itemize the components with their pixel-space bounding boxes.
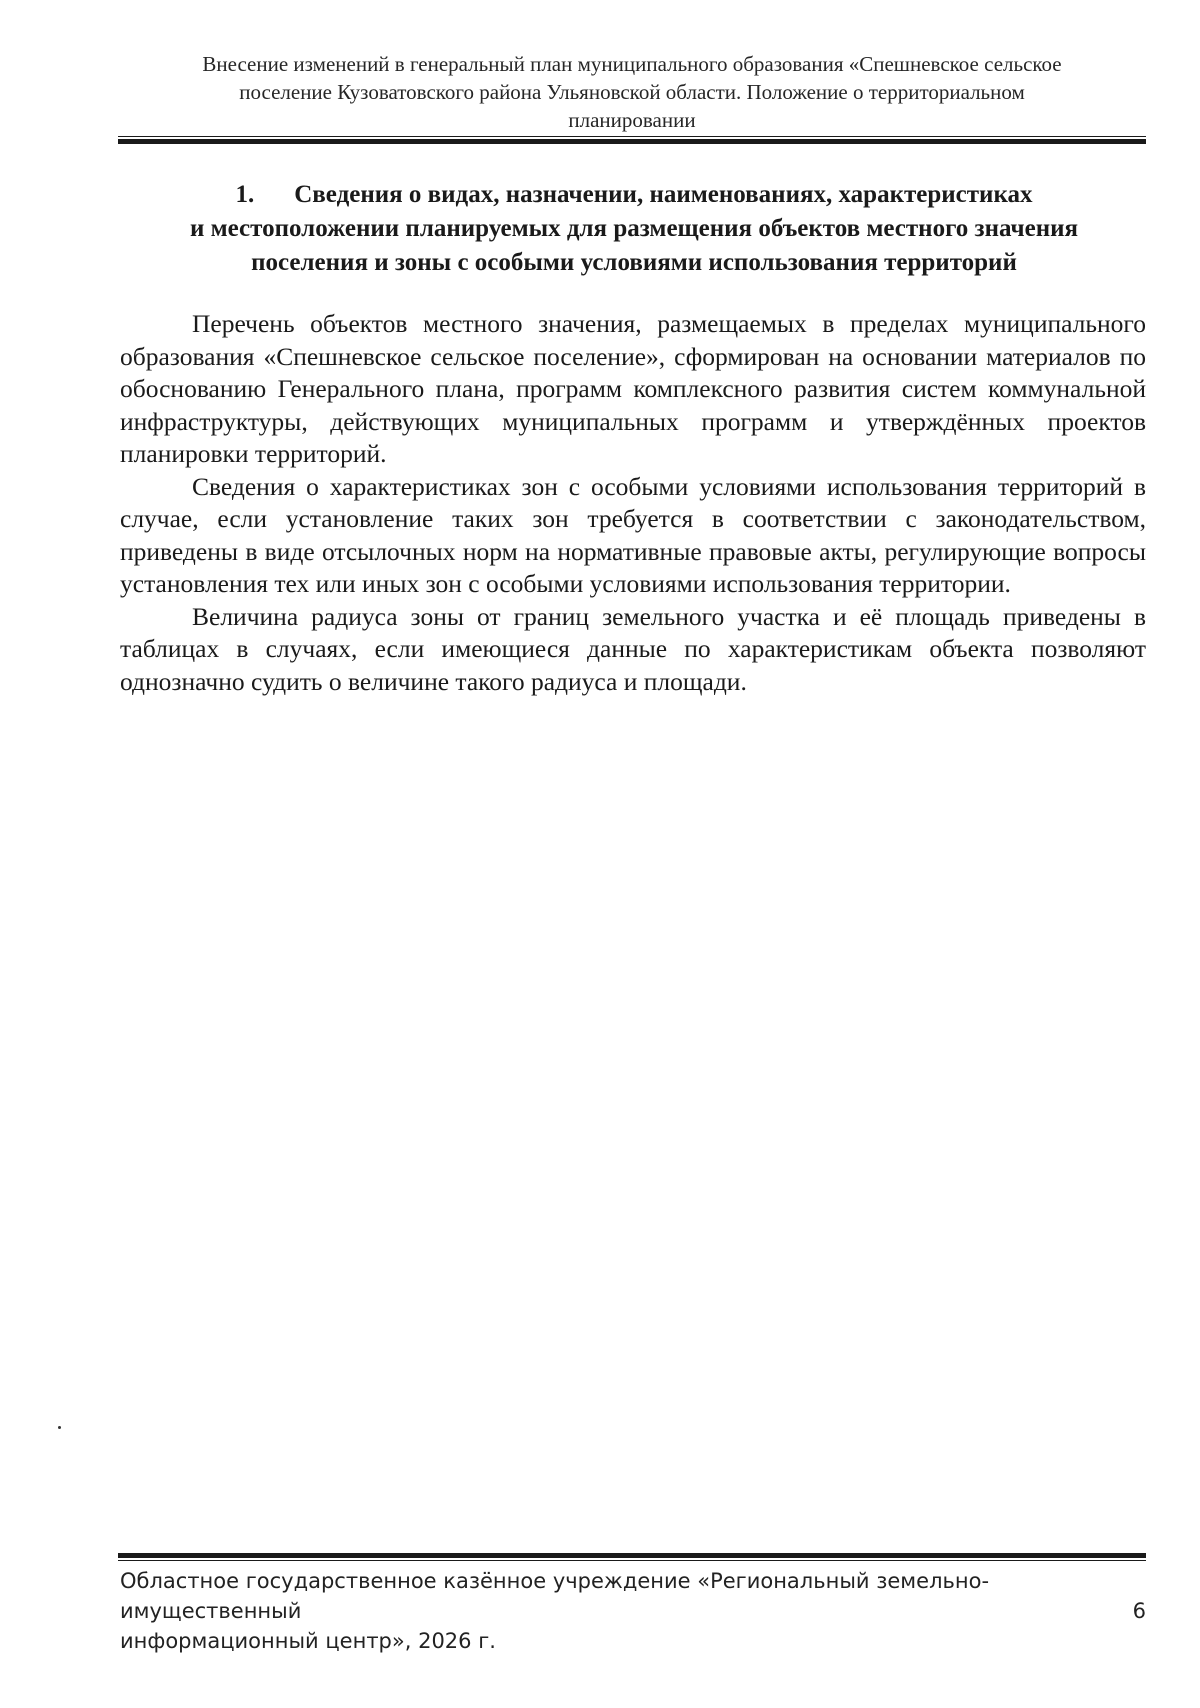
paragraph-zones-info: Сведения о характеристиках зон с особыми условиями использования территорий в случае, если установление таких зон требуется в соответствии с законодательством, приведены в виде отсылочных норм на нормативные правовые акты, регулирующие вопросы установления тех или иных зон с особыми условиями использования территории. bbox=[120, 471, 1146, 598]
scan-speck bbox=[58, 1426, 61, 1429]
header-divider bbox=[118, 136, 1146, 144]
section-title-line-1: Сведения о видах, назначении, наименованиях, характеристиках bbox=[294, 181, 1033, 208]
section-heading bbox=[122, 178, 1146, 280]
footer-line-2: информационный центр», 2026 г. bbox=[120, 1629, 496, 1653]
section-title-line-2: и местоположении планируемых для размещения объектов местного значения bbox=[189, 215, 1079, 242]
running-header bbox=[118, 50, 1146, 134]
body-text bbox=[120, 308, 1146, 698]
page-number: 6 bbox=[1132, 1599, 1146, 1623]
section-title-line-3: поселения и зоны с особыми условиями использования территорий bbox=[251, 249, 1017, 276]
footer-line-1: Областное государственное казённое учреждение «Региональный земельно-имущественный bbox=[120, 1569, 990, 1623]
paragraph-radius-info: Величина радиуса зоны от границ земельного участка и её площадь приведены в таблицах в случаях, если имеющиеся данные по характеристикам объекта позволяют однозначно судить о величине такого радиуса и площади. bbox=[120, 601, 1146, 696]
section-number: 1. bbox=[235, 181, 255, 208]
running-header-line-1: Внесение изменений в генеральный план муниципального образования «Спешневское сельское bbox=[202, 52, 1062, 76]
footer-organization bbox=[120, 1566, 1100, 1656]
paragraph-objects-list: Перечень объектов местного значения, размещаемых в пределах муниципального образования «Спешневское сельское поселение», сформирован на основании материалов по обоснованию Генерального плана, программ комплексного развития систем коммунальной инфраструктуры, действующих муниципальных программ и утверждённых проектов планировки территорий. bbox=[120, 309, 1146, 468]
running-header-line-3: планировании bbox=[568, 108, 696, 132]
footer-divider bbox=[118, 1553, 1146, 1561]
running-header-line-2: поселение Кузоватовского района Ульяновской области. Положение о территориальном bbox=[239, 80, 1025, 104]
